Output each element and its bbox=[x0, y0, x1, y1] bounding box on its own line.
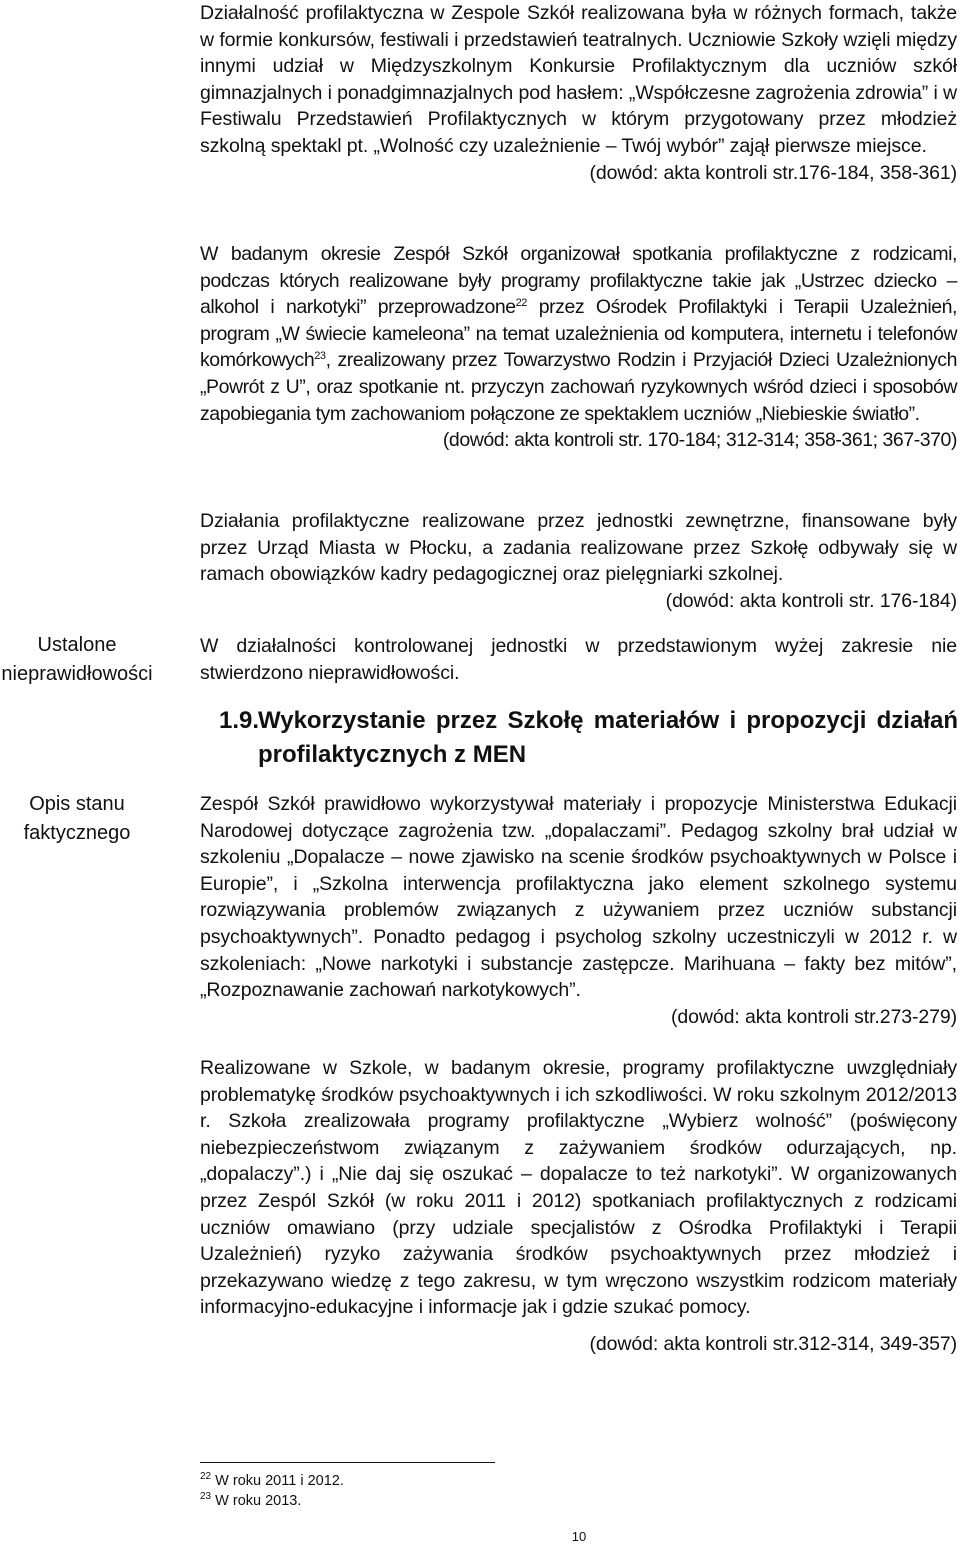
sidenote-facts: Opis stanu faktycznego bbox=[23, 793, 131, 844]
footnote-separator bbox=[200, 1462, 495, 1463]
paragraph-men-materials bbox=[200, 791, 957, 1030]
footnote-22 bbox=[200, 1472, 344, 1490]
footnote-text: W roku 2011 i 2012. bbox=[215, 1473, 344, 1489]
footnote-23 bbox=[200, 1492, 301, 1510]
paragraph-text: W działalności kontrolowanej jednostki w przedstawionym wyżej zakresie nie stwierdzono nieprawidłowości. bbox=[200, 635, 957, 684]
evidence-reference: (dowód: akta kontroli str. 170-184; 312-314; 358-361; 367-370) bbox=[442, 429, 957, 452]
section-title: Wykorzystanie przez Szkołę materiałów i propozycji działań profilaktycznych z MEN bbox=[258, 707, 958, 768]
sidenote-findings: Ustalone nieprawidłowości bbox=[1, 634, 153, 685]
footnote-text: W roku 2013. bbox=[215, 1493, 302, 1509]
paragraph-text: przez Ośrodek Profilaktyki i Terapii Uzależnień, program „W świecie kameleona” na temat uzależnienia od komputera, internetu i telefonów komórkowych bbox=[200, 296, 958, 372]
page-number: 10 bbox=[571, 1529, 587, 1544]
paragraph-findings bbox=[200, 633, 957, 686]
paragraph-text: Działania profilaktyczne realizowane przez jednostki zewnętrzne, finansowane były przez Urząd Miasta w Płocku, a zadania realizowane przez Szkołę odbywały się w ramach obowiązków kadry pedagogicznej oraz pielęgniarki szkolnej. bbox=[200, 510, 957, 586]
evidence-reference: (dowód: akta kontroli str.312-314, 349-357) bbox=[589, 1332, 957, 1355]
footnote-number: 23 bbox=[200, 1491, 212, 1502]
paragraph-text: Działalność profilaktyczna w Zespole Szkół realizowana była w różnych formach, także w formie konkursów, festiwali i przedstawień teatralnych. Uczniowie Szkoły wzięli między innymi udział w Międzyszkolnym Konkursie Profilaktycznym dla uczniów szkół gimnazjalnych i ponadgimnazjalnych pod hasłem: „Współczesne zagrożenia zdrowia” i w Festiwalu Przedstawień Profilaktycznych w którym przygotowany przez młodzież szkolną spektakl pt. „Wolność czy uzależnienie – Twój wybór” zajął pierwsze miejsce. bbox=[200, 2, 957, 157]
paragraph-text: Realizowane w Szkole, w badanym okresie, programy profilaktyczne uwzględniały problematykę środków psychoaktywnych i ich szkodliwości. W roku szkolnym 2012/2013 r. Szkoła zrealizowała programy profilaktyczne „Wybierz wolność” (poświęcony niebezpieczeństwom związanym z zażywaniem środków odurzających, np. „dopalaczy”.) i „Nie daj się oszukać – dopalacze to też narkotyki”. W organizowanych przez Zespól Szkół (w roku 2011 i 2012) spotkaniach profilaktycznych z rodzicami uczniów omawiano (przy udziale specjalistów z Ośrodka Profilaktyki i Terapii Uzależnień) ryzyko zażywania środków psychoaktywnych przez młodzież i przekazywano wiedzę z tego zakresu, w tym wręczono wszystkim rodzicom materiały informacyjno-edukacyjne i informacje jak i gdzie szukać pomocy. bbox=[200, 1057, 957, 1319]
footnote-ref-23: 23 bbox=[314, 350, 326, 363]
evidence-reference: (dowód: akta kontroli str.176-184, 358-361) bbox=[589, 161, 957, 184]
paragraph-text: , zrealizowany przez Towarzystwo Rodzin i Przyjaciół Dzieci Uzależnionych „Powrót z U”, oraz spotkanie nt. przyczyn zachowań ryzykownych wśród dzieci i sposobów zapobiegania tym zachowaniom połączone ze spektaklem uczniów „Niebieskie światło”. bbox=[200, 349, 957, 425]
paragraph-programs bbox=[200, 1055, 957, 1358]
paragraph-text: W badanym okresie Zespół Szkół organizował spotkania profilaktyczne z rodzicami, podczas których realizowane były programy profilaktyczne takie jak „Ustrzec dziecko – alkohol i narkotyki” przeprowadzone bbox=[200, 243, 957, 319]
paragraph-external-funding bbox=[200, 508, 957, 614]
paragraph-competitions bbox=[200, 0, 957, 186]
footnote-ref-22: 22 bbox=[515, 297, 527, 310]
paragraph-parent-meetings bbox=[200, 241, 957, 454]
evidence-reference: (dowód: akta kontroli str. 176-184) bbox=[665, 589, 957, 612]
footnote-number: 22 bbox=[200, 1471, 212, 1482]
paragraph-text: Zespół Szkół prawidłowo wykorzystywał materiały i propozycje Ministerstwa Edukacji Narodowej dotyczące zagrożenia tzw. „dopalaczami”. Pedagog szkolny brał udział w szkoleniu „Dopalacze – nowe zjawisko na scenie środków psychoaktywnych w Polsce i Europie”, i „Szkolna interwencja profilaktyczna jako element szkolnego systemu rozwiązywania problemów związanych z używaniem przez uczniów substancji psychoaktywnych”. Ponadto pedagog i psycholog szkolny uczestniczyli w 2012 r. w szkoleniach: „Nowe narkotyki i substancje zastępcze. Marihuana – fakty bez mitów”, „Rozpoznawanie zachowań narkotykowych”. bbox=[200, 793, 957, 1002]
evidence-reference: (dowód: akta kontroli str.273-279) bbox=[670, 1005, 957, 1028]
section-number: 1.9. bbox=[219, 707, 260, 734]
